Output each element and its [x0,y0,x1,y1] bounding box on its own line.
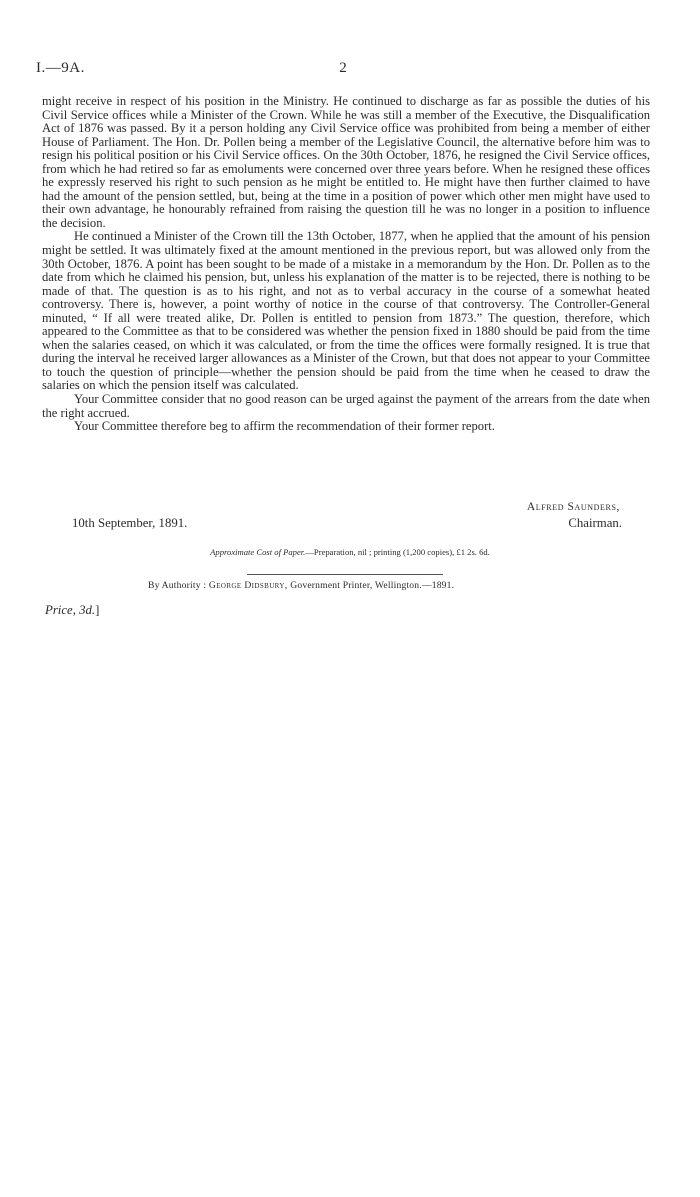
paragraph-continuation: might receive in respect of his position in the Ministry. He continued to discharge as far as possible the duties of his Civil Service offices while a Minister of the Crown. While he was still a member of the Executive, the Disqualification Act of 1876 was passed. By it a person holding any Civil Service office was prohibited from being a member of either House of Parliament. The Hon. Dr. Pollen being a member of the Legislative Council, the alternative before him was to resign his political position or his Civil Service offices. On the 30th October, 1876, he resigned the Civil Service offices, from which he had retired so far as emoluments were concerned over three years before. When he resigned these offices he expressly reserved his right to such pension as he might be entitled to. He might have then further claimed to have had the amount of the pension settled, but, being at the time in a position of power which other men might have used to their own advantage, he honourably refrained from raising the question till he was no longer in a position to influence the decision. [42,94,650,230]
report-date: 10th September, 1891. [72,516,188,530]
paragraph-arrears: Your Committee consider that no good reason can be urged against the payment of the arrears from the date when the right accrued. [42,392,650,420]
cost-text: —Preparation, nil ; printing (1,200 copies), £1 2s. 6d. [305,547,490,557]
page-header [36,60,650,82]
printer-name: George Didsbury, [208,580,288,591]
signatory-title: Chairman. [568,516,622,530]
report-body [42,95,650,434]
price-note [45,603,99,618]
price-bracket: ] [95,603,100,617]
paragraph-pension-history: He continued a Minister of the Crown till the 13th October, 1877, when he applied that the amount of his pension might be settled. It was ultimately fixed at the amount mentioned in the previous report, but was allowed only from the 30th October, 1876. A point has been sought to be made of a mistake in a memorandum by the Hon. Dr. Pollen as to the date from which he claimed his pension, but, unless his explanation of the matter is to be rejected, there is nothing to be made of that. The question is as to his right, and not as to verbal accuracy in the course of a somewhat heated controversy. There is, however, a point worthy of notice in the course of that controversy. The Controller-General minuted, “ If all were treated alike, Dr. Pollen is entitled to pension from 1873.” The question, therefore, which appeared to the Committee as that to be considered was whether the pension fixed in 1880 should be paid from the time when the salaries ceased, on which it was calculated, or from the time the offices were formally resigned. It is true that during the interval he received larger allowances as a Minister of the Crown, but that does not appear to your Committee to touch the question of principle—whether the pension should be paid from the time when he ceased to draw the salaries on which the pension itself was calculated. [42,229,650,393]
authority-suffix: Government Printer, Wellington.—1891. [290,580,455,591]
paragraph-recommendation: Your Committee therefore beg to affirm the recommendation of their former report. [74,419,495,434]
printer-authority [148,580,454,591]
signatory-name: Alfred Saunders, [526,501,620,513]
authority-prefix: By Authority : [148,580,207,591]
price-text: Price, 3d. [45,603,96,617]
cost-of-paper-note [0,547,700,557]
page-number: 2 [339,60,347,76]
cost-label: Approximate Cost of Paper. [210,547,306,557]
paper-reference: I.—9A. [36,60,85,76]
divider-rule [247,574,443,575]
